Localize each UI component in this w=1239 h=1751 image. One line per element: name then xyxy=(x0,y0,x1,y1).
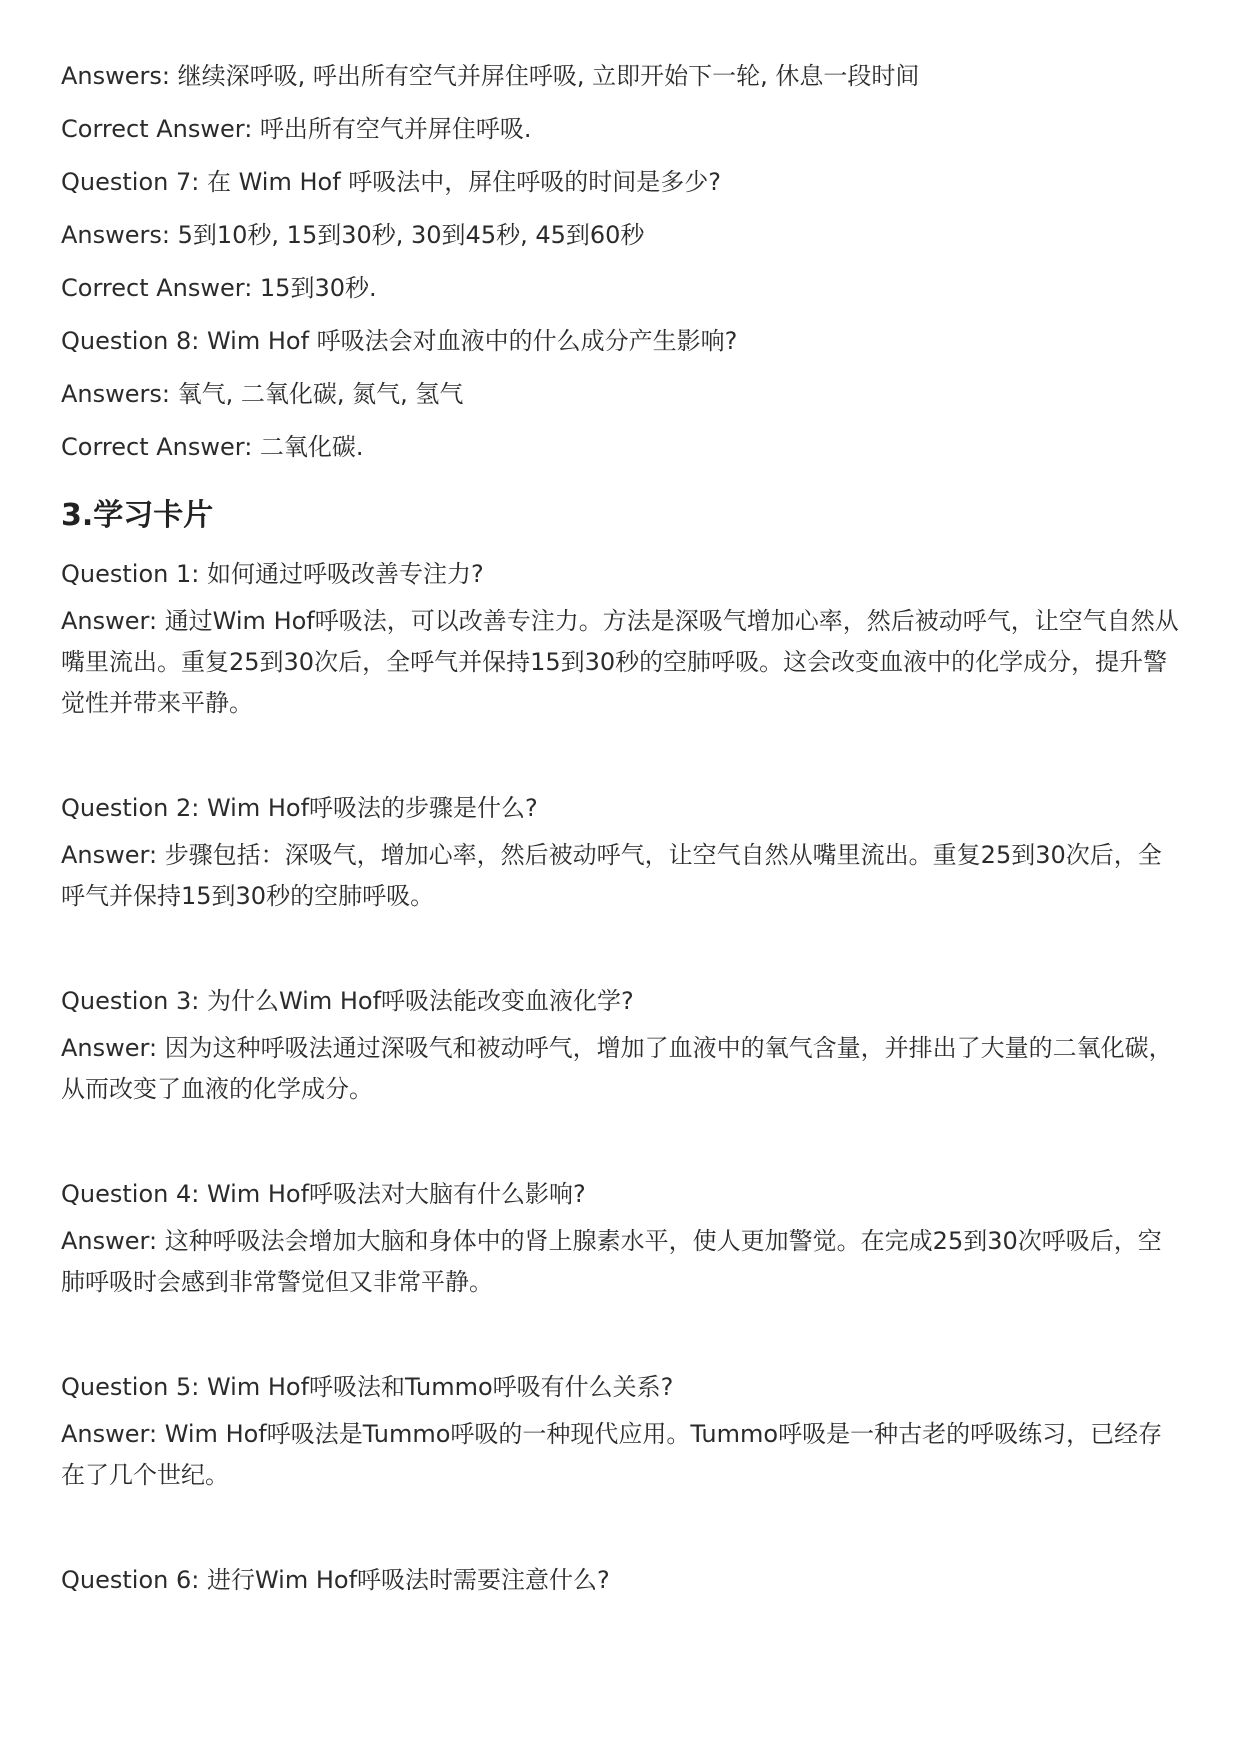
flashcard-question: Question 2: Wim Hof呼吸法的步骤是什么? xyxy=(61,794,538,822)
flashcard xyxy=(61,1168,1181,1303)
quiz-correct-answer-line: Correct Answer: 呼出所有空气并屏住呼吸. xyxy=(61,115,532,143)
flashcard-question: Question 4: Wim Hof呼吸法对大脑有什么影响? xyxy=(61,1180,586,1208)
flashcard-answer: Answer: 步骤包括：深吸气，增加心率，然后被动呼气，让空气自然从嘴里流出。重复25到30次后，全呼气并保持15到30秒的空肺呼吸。 xyxy=(61,841,1162,910)
flashcard-answer: Answer: 因为这种呼吸法通过深吸气和被动呼气，增加了血液中的氧气含量，并排出了大量的二氧化碳，从而改变了血液的化学成分。 xyxy=(61,1034,1173,1103)
flashcards-section xyxy=(61,548,1181,1607)
document-page xyxy=(61,50,1181,1607)
quiz-correct-answer-line: Correct Answer: 二氧化碳. xyxy=(61,433,364,461)
flashcard xyxy=(61,548,1181,724)
quiz-answers-line: Answers: 继续深呼吸, 呼出所有空气并屏住呼吸, 立即开始下一轮, 休息一段时间 xyxy=(61,62,920,90)
flashcard xyxy=(61,1554,1181,1607)
flashcard xyxy=(61,975,1181,1110)
flashcard-question: Question 5: Wim Hof呼吸法和Tummo呼吸有什么关系? xyxy=(61,1373,674,1401)
quiz-answers-line: Answers: 氧气, 二氧化碳, 氮气, 氢气 xyxy=(61,380,464,408)
quiz-section-continued xyxy=(61,50,1181,474)
flashcard-answer: Answer: Wim Hof呼吸法是Tummo呼吸的一种现代应用。Tummo呼吸是一种古老的呼吸练习，已经存在了几个世纪。 xyxy=(61,1420,1163,1489)
flashcard-answer: Answer: 通过Wim Hof呼吸法，可以改善专注力。方法是深吸气增加心率，然后被动呼气，让空气自然从嘴里流出。重复25到30次后，全呼气并保持15到30秒的空肺呼吸。这会改变血液中的化学成分，提升警觉性并带来平静。 xyxy=(61,607,1179,717)
quiz-answers-line: Answers: 5到10秒, 15到30秒, 30到45秒, 45到60秒 xyxy=(61,221,645,249)
flashcards-heading: 3.学习卡片 xyxy=(61,498,214,533)
quiz-question-line: Question 8: Wim Hof 呼吸法会对血液中的什么成分产生影响? xyxy=(61,327,738,355)
quiz-question-line: Question 7: 在 Wim Hof 呼吸法中，屏住呼吸的时间是多少? xyxy=(61,168,722,196)
flashcard-question: Question 6: 进行Wim Hof呼吸法时需要注意什么? xyxy=(61,1566,610,1594)
flashcard-question: Question 3: 为什么Wim Hof呼吸法能改变血液化学? xyxy=(61,987,634,1015)
flashcard xyxy=(61,782,1181,917)
flashcard xyxy=(61,1361,1181,1496)
quiz-correct-answer-line: Correct Answer: 15到30秒. xyxy=(61,274,377,302)
flashcard-answer: Answer: 这种呼吸法会增加大脑和身体中的肾上腺素水平，使人更加警觉。在完成25到30次呼吸后，空肺呼吸时会感到非常警觉但又非常平静。 xyxy=(61,1227,1162,1296)
flashcard-question: Question 1: 如何通过呼吸改善专注力? xyxy=(61,560,484,588)
